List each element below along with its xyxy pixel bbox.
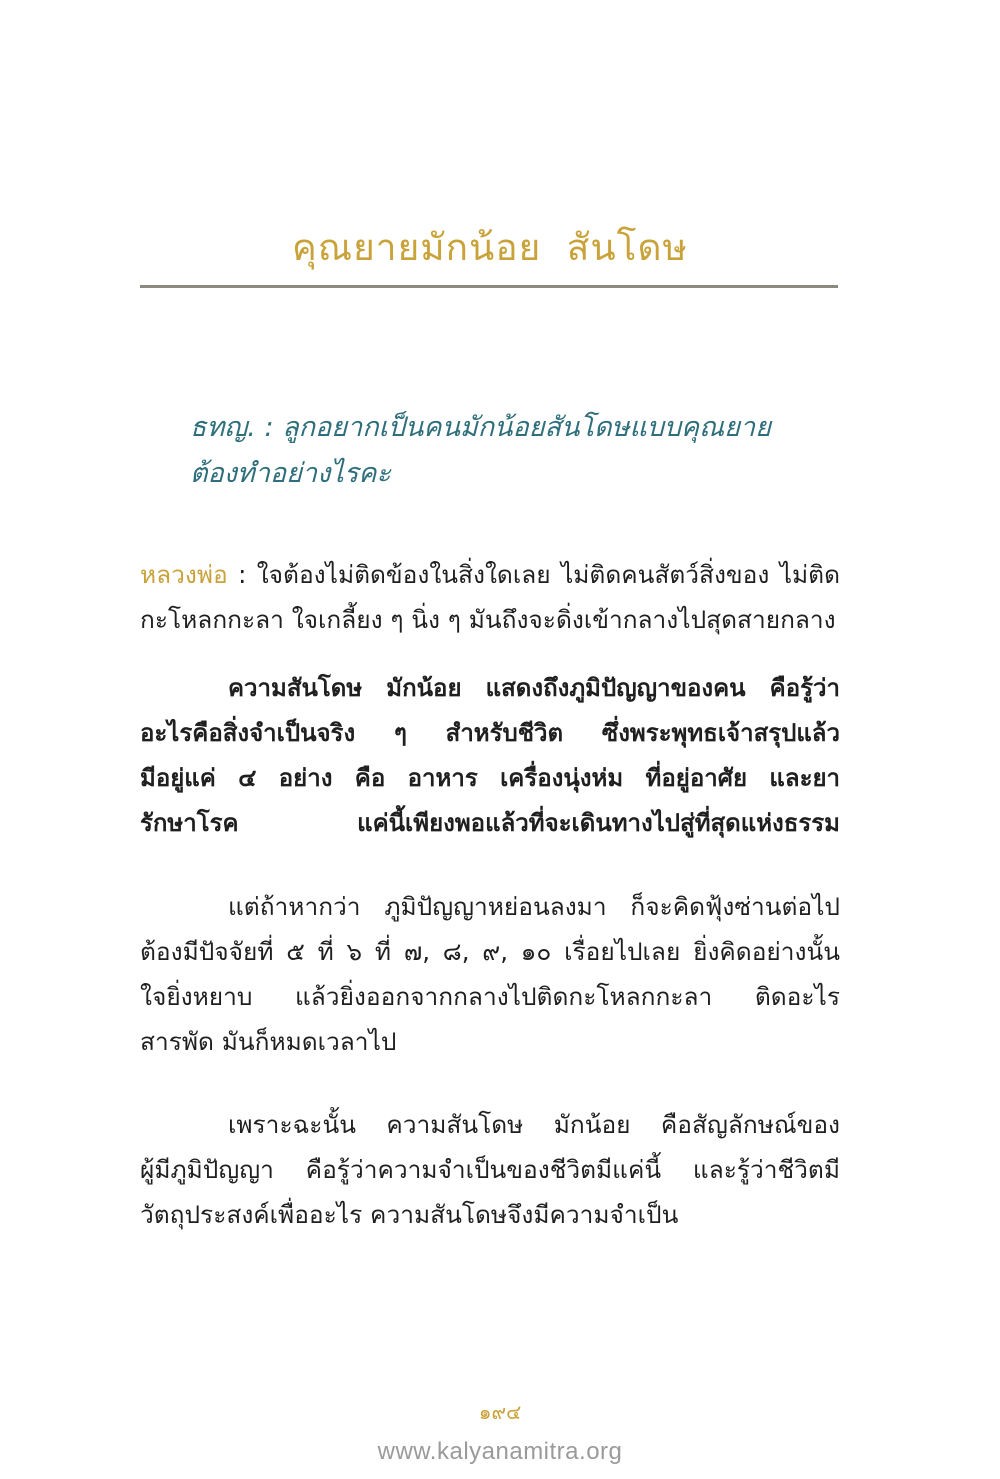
bold-paragraph	[140, 666, 840, 846]
page-number: ๑๙๔	[478, 1400, 522, 1424]
answer-line	[140, 552, 840, 597]
body-line: ผู้มีภูมิปัญญา คือรู้ว่าความจำเป็นของชีวิตมีแค่นี้ และรู้ว่าชีวิตมี	[140, 1155, 840, 1184]
body-line: ต้องมีปัจจัยที่ ๕ ที่ ๖ ที่ ๗, ๘, ๙, ๑๐ เรื่อยไปเลย ยิ่งคิดอย่างนั้น	[140, 937, 840, 966]
answer-paragraph	[140, 552, 840, 642]
body-line: สารพัด มันก็หมดเวลาไป	[140, 1027, 397, 1056]
body-line: ใจยิ่งหยาบ แล้วยิ่งออกจากกลางไปติดกะโหลกกะลา ติดอะไร	[140, 982, 840, 1011]
body-line: แต่ถ้าหากว่า ภูมิปัญญาหย่อนลงมา ก็จะคิดฟุ้งซ่านต่อไป	[228, 892, 840, 921]
bold-line: อะไรคือสิ่งจำเป็นจริง ๆ สำหรับชีวิต ซึ่งพระพุทธเจ้าสรุปแล้ว	[140, 719, 840, 747]
question-block	[190, 405, 830, 497]
title-divider	[140, 285, 838, 288]
bold-line: มีอยู่แค่ ๔ อย่าง คือ อาหาร เครื่องนุ่งห่ม ที่อยู่อาศัย และยา	[140, 764, 840, 792]
body-line: เพราะฉะนั้น ความสันโดษ มักน้อย คือสัญลักษณ์ของ	[228, 1110, 840, 1139]
answer-line: กะโหลกกะลา ใจเกลี้ยง ๆ นิ่ง ๆ มันถึงจะดิ่งเข้ากลางไปสุดสายกลาง	[140, 605, 836, 634]
bold-line: รักษาโรค แค่นี้เพียงพอแล้วที่จะเดินทางไปสู่ที่สุดแห่งธรรม	[140, 809, 840, 837]
speaker-label: หลวงพ่อ	[140, 560, 228, 589]
page-title: คุณยายมักน้อย สันโดษ	[292, 226, 688, 269]
body-paragraph-2	[140, 884, 840, 1064]
body-paragraph-3	[140, 1102, 840, 1237]
question-line: ธทญ. : ลูกอยากเป็นคนมักน้อยสันโดษแบบคุณยาย	[190, 412, 771, 443]
website-footer: www.kalyanamitra.org	[377, 1438, 623, 1465]
question-line: ต้องทำอย่างไรคะ	[190, 458, 391, 489]
bold-line: ความสันโดษ มักน้อย แสดงถึงภูมิปัญญาของคน คือรู้ว่า	[228, 674, 840, 702]
body-line: วัตถุประสงค์เพื่ออะไร ความสันโดษจึงมีความจำเป็น	[140, 1200, 679, 1229]
answer-text: : ใจต้องไม่ติดข้องในสิ่งใดเลย ไม่ติดคนสัตว์สิ่งของ ไม่ติด	[227, 560, 840, 589]
